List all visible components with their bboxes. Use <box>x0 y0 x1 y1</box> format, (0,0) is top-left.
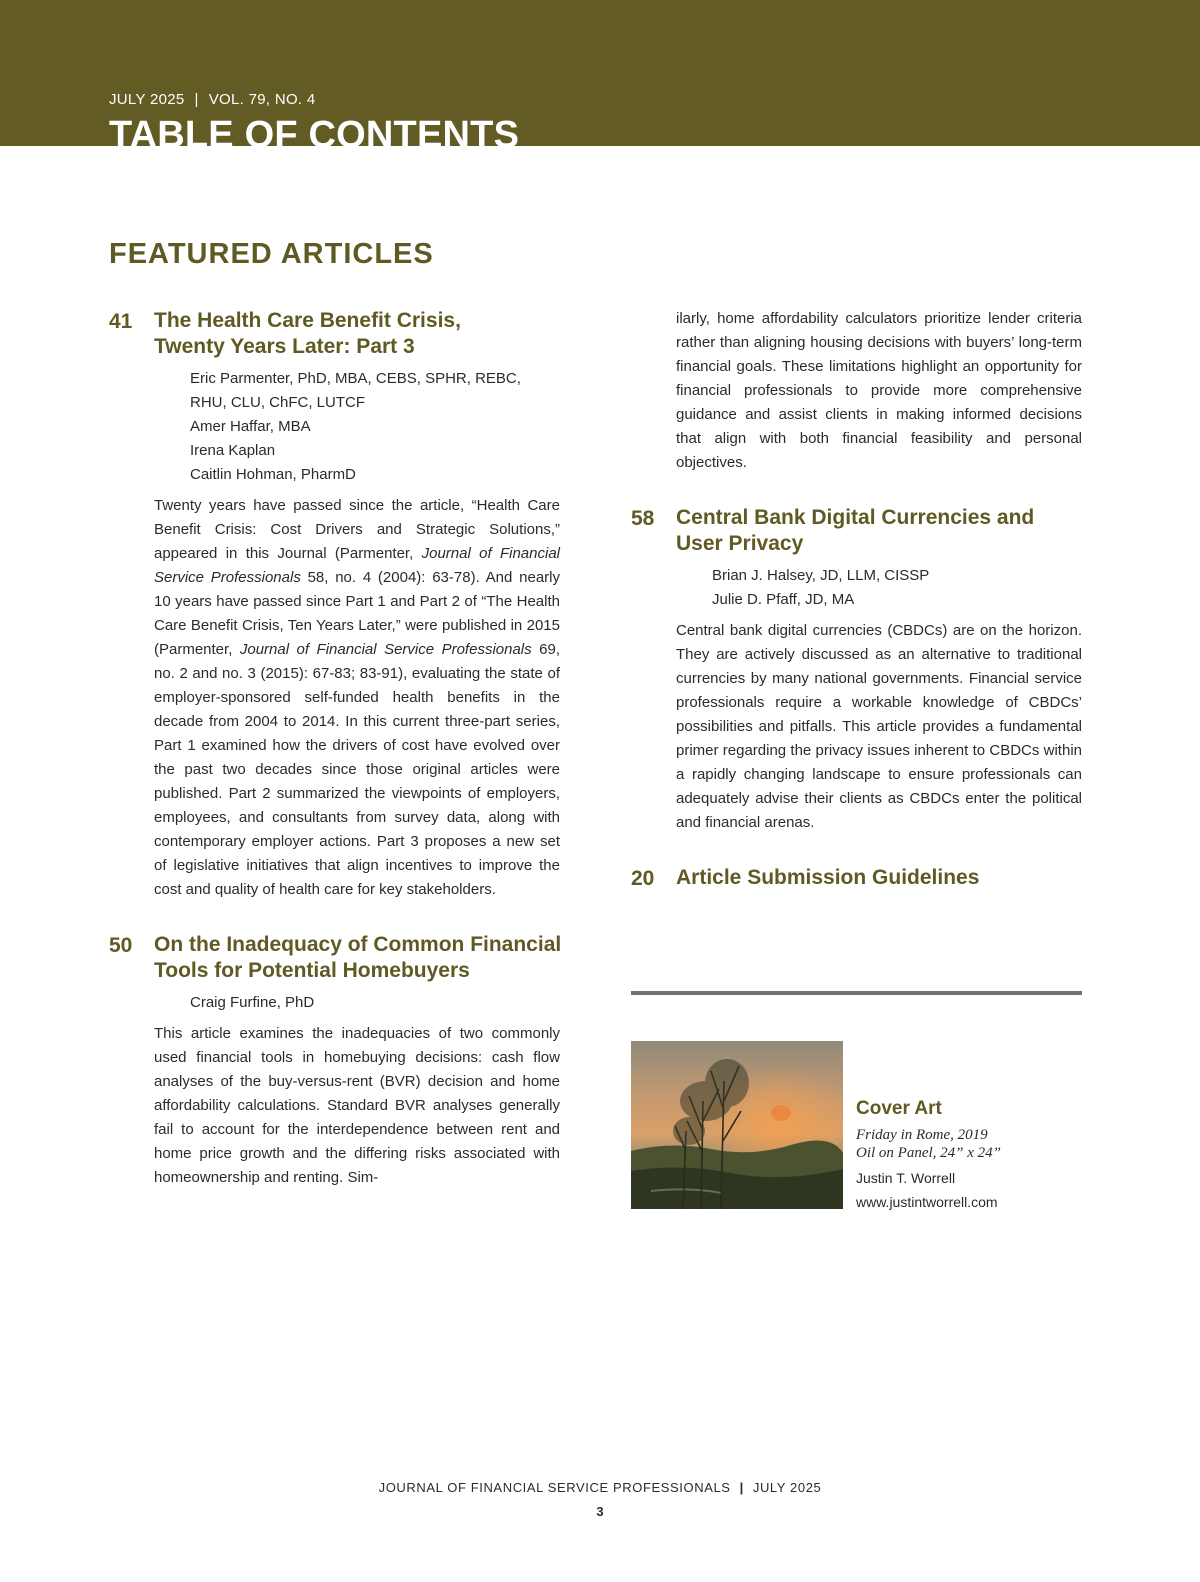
article-authors <box>190 991 560 1015</box>
article-abstract: This article examines the inadequacies of two commonly used financial tools in homebuying decisions: cash flow analyses of the buy-versus-rent (BVR) decision and home affordability calculations. Standard BVR analyses generally fail to account for the interdependence between rent and home price growth and the differing risks associated with homeownership and renting. Sim- <box>154 1025 560 1186</box>
issue-volume: VOL. 79, NO. 4 <box>208 91 316 108</box>
left-column <box>109 308 560 1190</box>
article-page-number: 41 <box>109 310 133 333</box>
article-title-line: Twenty Years Later: Part 3 <box>154 335 415 358</box>
abstract-text: 69, no. 2 and no. 3 (2015): 67-83; 83-91), evaluating the state of employer-sponsored self-funded health benefits in the decade from 2004 to 2014. In this current three-part series, Part 1 examined how the drivers of cost have evolved over the past two decades since those original articles were published. Part 2 summarized the viewpoints of employers, employees, and consultants from survey data, along with contemporary employer actions. Part 3 proposes a new set of legislative initiatives that align incentives to improve the cost and quality of health care for key stakeholders. <box>154 641 560 898</box>
page-title: TABLE OF CONTENTS <box>109 114 520 146</box>
issue-line <box>109 91 316 108</box>
journal-citation: Journal of Financial Service Professionals <box>154 545 560 586</box>
author-line: Julie D. Pfaff, JD, MA <box>712 591 855 608</box>
article-title[interactable] <box>676 505 1082 557</box>
article-abstract-continued: ilarly, home affordability calculators prioritize lender criteria rather than aligning housing decisions with buyers’ long-term financial goals. These limitations highlight an opportunity for financial professionals to provide more comprehensive guidance and assist clients in making informed decisions that align with both financial feasibility and personal objectives. <box>676 310 1082 471</box>
section-title: FEATURED ARTICLES <box>109 238 434 270</box>
article-page-number: 20 <box>631 867 655 890</box>
article-abstract: Central bank digital currencies (CBDCs) are on the horizon. They are actively discussed as an alternative to traditional currencies by many national governments. Financial service professionals require a workable knowledge of CBDCs’ possibilities and pitfalls. This article provides a fundamental primer regarding the privacy issues inherent to CBDCs within a rapidly changing landscape to ensure professionals can adequately advise their clients as CBDCs enter the political and financial arenas. <box>676 622 1082 831</box>
cover-art-artist: Justin T. Worrell <box>856 1170 956 1186</box>
abstract-text: 58, no. 4 (2004): 63-78). And nearly 10 years have passed since Part 1 and Part 2 of “The Health Care Benefit Crisis, Ten Years Later,” were published in 2015 (Parmenter, <box>154 569 560 658</box>
article-title-line: Tools for Potential Homebuyers <box>154 959 470 982</box>
abstract-text: Twenty years have passed since the article, “Health Care Benefit Crisis: Cost Drivers and Strategic Solutions,” appeared in this Journal (Parmenter, <box>154 497 560 562</box>
page-footer <box>0 1480 1200 1495</box>
cover-art-painting <box>631 1041 843 1209</box>
article-authors <box>712 564 1082 612</box>
article-authors <box>190 367 560 487</box>
section-divider <box>631 991 1082 995</box>
header-banner <box>0 0 1200 146</box>
article-submission-guidelines <box>631 865 1082 891</box>
page-number: 3 <box>596 1504 604 1519</box>
journal-citation: Journal of Financial Service Professionals <box>239 641 532 658</box>
article-title[interactable] <box>154 932 560 984</box>
article-page-number: 58 <box>631 507 655 530</box>
cover-art-title: Friday in Rome, 2019 <box>856 1127 988 1143</box>
article-title-line: On the Inadequacy of Common Financial <box>154 933 562 956</box>
footer-date: JULY 2025 <box>752 1480 822 1495</box>
issue-separator: | <box>194 91 199 108</box>
author-line: RHU, CLU, ChFC, LUTCF <box>190 394 366 411</box>
author-line: Brian J. Halsey, JD, LLM, CISSP <box>712 567 930 584</box>
author-line: Eric Parmenter, PhD, MBA, CEBS, SPHR, REBC, <box>190 370 521 387</box>
footer-separator: | <box>739 1480 744 1495</box>
author-line: Caitlin Hohman, PharmD <box>190 466 356 483</box>
article-health-care <box>109 308 560 902</box>
cover-art-website-link[interactable]: www.justintworrell.com <box>856 1194 998 1210</box>
author-line: Craig Furfine, PhD <box>190 994 315 1011</box>
article-title-line: Central Bank Digital Currencies and <box>676 506 1035 529</box>
cover-art-medium: Oil on Panel, 24” x 24” <box>856 1145 1001 1161</box>
article-title-line: User Privacy <box>676 532 804 555</box>
article-title[interactable] <box>154 308 560 360</box>
article-homebuyers <box>109 932 560 1190</box>
right-column <box>631 307 1082 891</box>
article-abstract <box>154 494 560 902</box>
author-line: Irena Kaplan <box>190 442 276 459</box>
article-title-line: The Health Care Benefit Crisis, <box>154 309 461 332</box>
cover-art-heading: Cover Art <box>856 1098 942 1119</box>
article-cbdc <box>631 505 1082 835</box>
cover-art-info <box>856 1097 1096 1214</box>
footer-journal: JOURNAL OF FINANCIAL SERVICE PROFESSIONALS <box>378 1480 731 1495</box>
author-line: Amer Haffar, MBA <box>190 418 311 435</box>
issue-date: JULY 2025 <box>109 91 185 108</box>
article-title[interactable]: Article Submission Guidelines <box>676 866 980 889</box>
article-page-number: 50 <box>109 934 133 957</box>
